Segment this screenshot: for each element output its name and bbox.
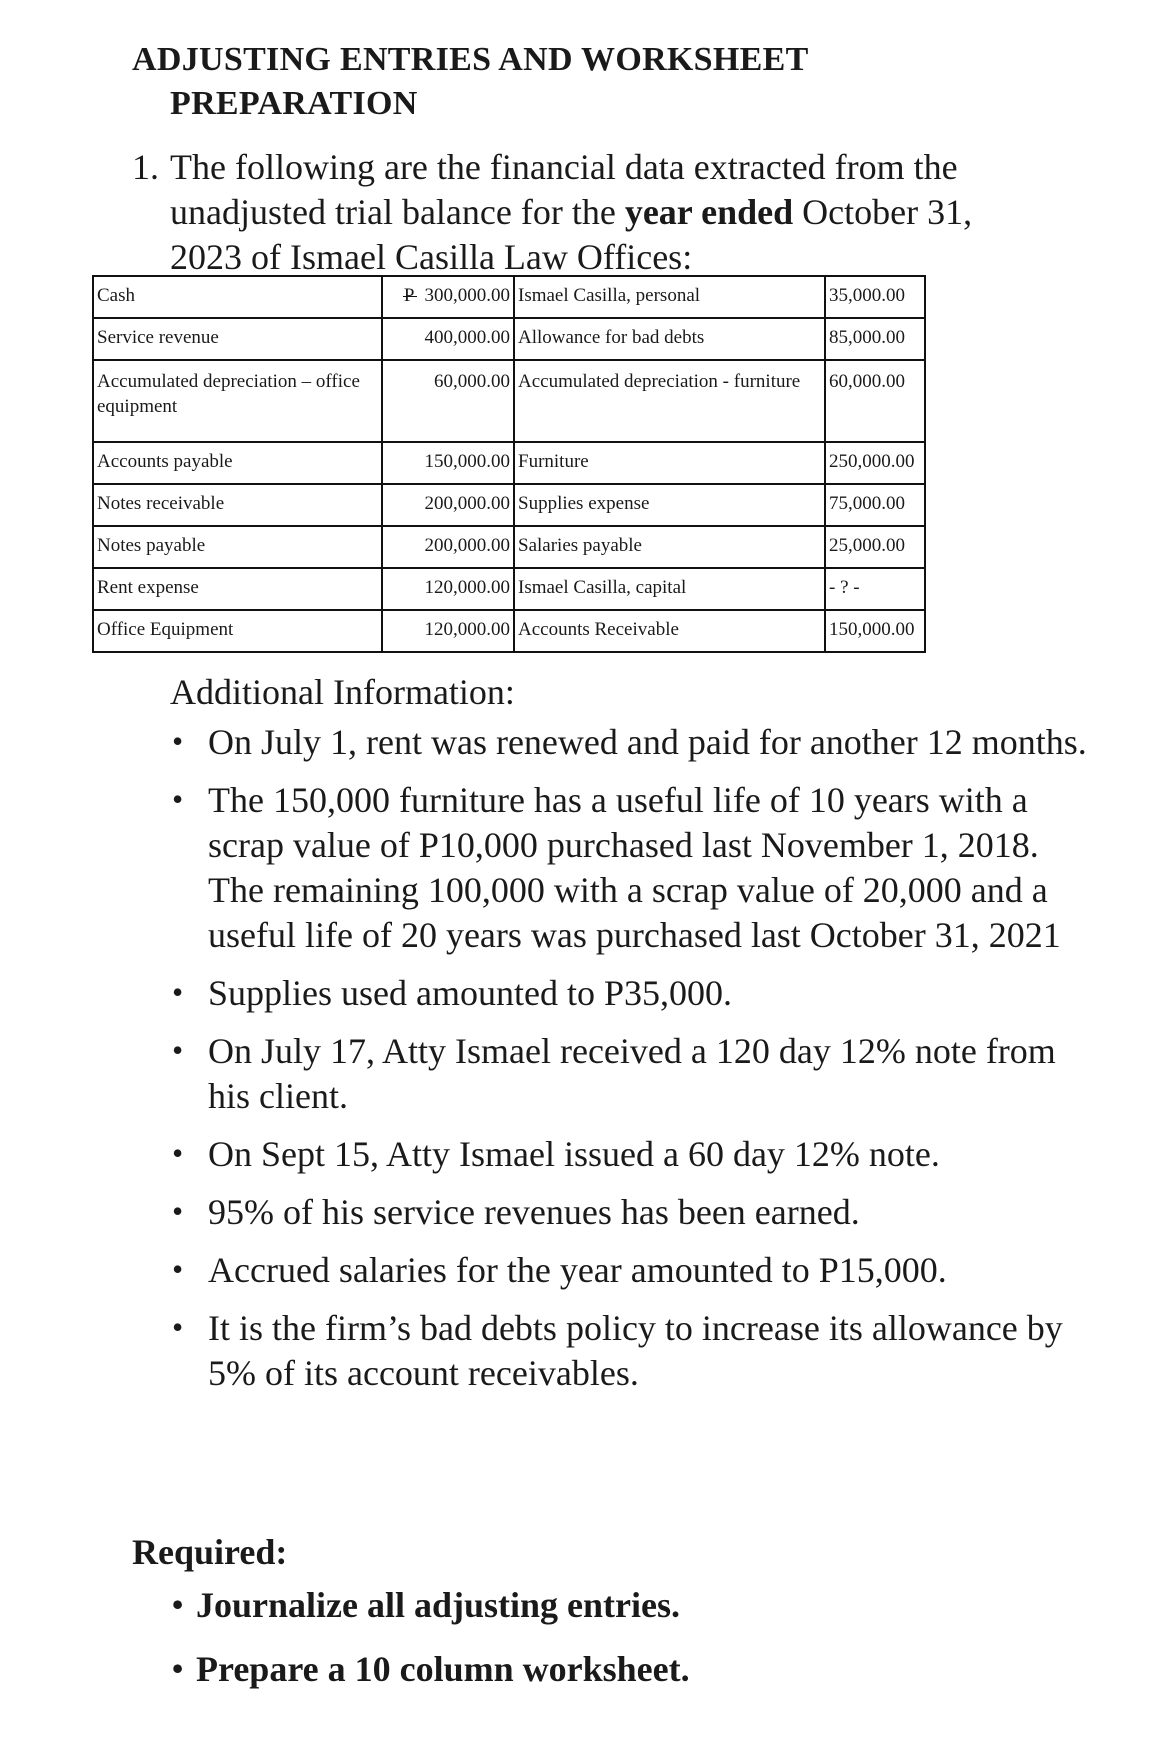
account-name: Accounts payable: [93, 442, 382, 484]
list-item: • Journalize all adjusting entries.: [170, 1583, 690, 1628]
account-name: Accumulated depreciation – office equipment: [93, 360, 382, 442]
additional-info-list: [170, 720, 1090, 1409]
account-name: Supplies expense: [514, 484, 825, 526]
account-amount: 120,000.00: [382, 568, 514, 610]
table-row: [93, 276, 925, 318]
required-heading: Required:: [132, 1532, 288, 1572]
question-text: [132, 145, 1052, 280]
required-task-list: [170, 1583, 690, 1711]
account-amount: 60,000.00: [825, 360, 925, 442]
account-amount: 400,000.00: [382, 318, 514, 360]
amount-value: 300,000.00: [424, 285, 510, 306]
account-name: Service revenue: [93, 318, 382, 360]
list-item: • It is the firm’s bad debts policy to increase its allowance by 5% of its account receivables.: [170, 1306, 1090, 1396]
account-amount: 75,000.00: [825, 484, 925, 526]
account-amount: 250,000.00: [825, 442, 925, 484]
account-amount: 200,000.00: [382, 526, 514, 568]
list-item: • Prepare a 10 column worksheet.: [170, 1647, 690, 1692]
table-row: [93, 526, 925, 568]
question-number: 1.: [132, 147, 159, 187]
list-item: • The 150,000 furniture has a useful life of 10 years with a scrap value of P10,000 purchased last November 1, 2018. The remaining 100,000 with a scrap value of 20,000 and a useful life of 20 years was purchased last October 31, 2021: [170, 778, 1090, 958]
account-name: Salaries payable: [514, 526, 825, 568]
table-row: [93, 360, 925, 442]
account-name: Notes payable: [93, 526, 382, 568]
account-name: Rent expense: [93, 568, 382, 610]
page-title: [132, 38, 809, 126]
list-item: • On July 17, Atty Ismael received a 120 day 12% note from his client.: [170, 1029, 1090, 1119]
trial-balance-table: [92, 275, 926, 653]
table-row: [93, 442, 925, 484]
question-text-bold: year ended: [624, 192, 794, 232]
account-name: Accounts Receivable: [514, 610, 825, 652]
account-amount: 150,000.00: [825, 610, 925, 652]
account-name: Furniture: [514, 442, 825, 484]
table-row: [93, 484, 925, 526]
account-name: Office Equipment: [93, 610, 382, 652]
list-item: • Accrued salaries for the year amounted to P15,000.: [170, 1248, 1090, 1293]
list-item: • Supplies used amounted to P35,000.: [170, 971, 1090, 1016]
account-name: Accumulated depreciation - furniture: [514, 360, 825, 442]
title-line-2: PREPARATION: [170, 85, 418, 122]
question-text-b: October 31, 2023 of Ismael Casilla Law Offices:: [170, 192, 973, 277]
account-name: Notes receivable: [93, 484, 382, 526]
account-amount: 60,000.00: [382, 360, 514, 442]
account-amount: 150,000.00: [382, 442, 514, 484]
account-name: Allowance for bad debts: [514, 318, 825, 360]
peso-sign: P: [403, 285, 415, 306]
table-row: [93, 318, 925, 360]
table-row: [93, 610, 925, 652]
account-name: Ismael Casilla, personal: [514, 276, 825, 318]
list-item: • 95% of his service revenues has been earned.: [170, 1190, 1090, 1235]
question-text-a: The following are the financial data extracted from the unadjusted trial balance for the: [170, 147, 958, 232]
additional-info-heading: Additional Information:: [170, 672, 515, 712]
title-line-1: ADJUSTING ENTRIES AND WORKSHEET: [132, 41, 809, 78]
table-row: [93, 568, 925, 610]
question-statement: [132, 145, 1052, 280]
list-item: • On July 1, rent was renewed and paid for another 12 months.: [170, 720, 1090, 765]
account-amount: [382, 276, 514, 318]
account-amount: 25,000.00: [825, 526, 925, 568]
account-name: Cash: [93, 276, 382, 318]
list-item: • On Sept 15, Atty Ismael issued a 60 day 12% note.: [170, 1132, 1090, 1177]
account-amount: 85,000.00: [825, 318, 925, 360]
account-amount: 200,000.00: [382, 484, 514, 526]
account-amount: 120,000.00: [382, 610, 514, 652]
account-amount: 35,000.00: [825, 276, 925, 318]
account-name: Ismael Casilla, capital: [514, 568, 825, 610]
account-amount: - ? -: [825, 568, 925, 610]
